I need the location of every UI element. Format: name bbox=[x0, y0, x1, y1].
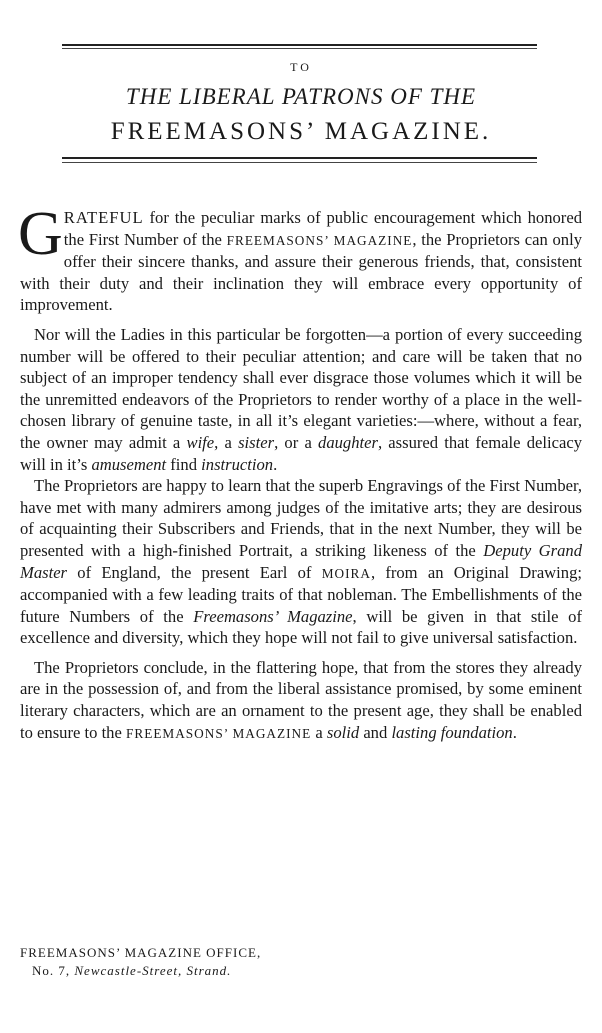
paragraph-text: , from an Original Drawing; accompanied with a few leading traits of that nobleman. The Embellishments of the future Numbers of the bbox=[20, 562, 582, 626]
paragraph-text: for the peculiar marks of public encouragement which honored the First Number of the bbox=[63, 208, 582, 249]
paragraph-text: find bbox=[166, 454, 202, 474]
italic-word: lasting foundation bbox=[391, 722, 513, 742]
paragraph-text: . bbox=[273, 454, 278, 474]
paragraph-text: The Proprietors are happy to learn that the superb Engravings of the First Number, have met with many admirers among judges of the imitative arts; they are desirous of acquainting their Subscribers and Friends, that in the next Number, they will be presented with a high-finished Portrait, a striking likeness of the bbox=[20, 476, 582, 560]
italic-title: Deputy Grand Master bbox=[20, 540, 582, 582]
dedication-line: THE LIBERAL PATRONS OF THE bbox=[125, 84, 477, 109]
office-name: FREEMASONS’ MAGAZINE OFFICE, bbox=[20, 945, 262, 960]
dedication-to: TO bbox=[290, 60, 312, 74]
opening-word: RATEFUL bbox=[63, 208, 144, 227]
paragraph-3 bbox=[20, 475, 582, 649]
paragraph-text: The Proprietors conclude, in the flattering hope, that from the stores they already are in the possession of, and from the liberal assistance promised, by some eminent literary characters, which are an ornament to the present age, they shall be enabled to ensure to the bbox=[20, 657, 582, 742]
paragraph-2 bbox=[20, 324, 582, 475]
title-rule-thin bbox=[62, 162, 537, 163]
magazine-name: FREEMASONS’ MAGAZINE bbox=[226, 232, 413, 248]
top-rule-thin bbox=[62, 48, 537, 49]
paragraph-text: , the Proprietors can only offer their sincere thanks, and assure their generous friends, that, consistent with their duty and their inclination they will embrace every opportunity of improvement. bbox=[20, 229, 582, 315]
italic-word: daughter bbox=[318, 432, 378, 452]
street-name: Newcastle-Street, Strand. bbox=[74, 963, 232, 978]
title-rule bbox=[62, 157, 537, 159]
italic-word: instruction bbox=[201, 454, 274, 474]
paragraph-text: , or a bbox=[274, 432, 319, 452]
small-caps-name: MOIRA bbox=[321, 565, 371, 581]
street-number: No. 7, bbox=[32, 963, 75, 978]
address-body bbox=[18, 200, 582, 744]
italic-word: sister bbox=[238, 432, 275, 452]
office-street bbox=[20, 962, 580, 980]
italic-word: amusement bbox=[91, 454, 167, 474]
office-address bbox=[20, 944, 580, 980]
paragraph-text: , will be given in that stile of excellence and diversity, which they hope will not fail to give universal satisfaction. bbox=[20, 606, 582, 648]
italic-word: wife bbox=[186, 432, 215, 452]
paragraph-text: , assured that female delicacy will in it’s bbox=[20, 432, 582, 474]
paragraph-4 bbox=[20, 657, 582, 744]
paragraph-1 bbox=[18, 200, 582, 316]
top-rule bbox=[62, 44, 537, 46]
paragraph-text: a bbox=[311, 722, 327, 742]
italic-title: Freemasons’ Magazine bbox=[193, 606, 353, 626]
paragraph-text: of England, the present Earl of bbox=[67, 562, 322, 582]
paragraph-text: , a bbox=[214, 432, 239, 452]
paragraph-text: . bbox=[512, 722, 517, 742]
magazine-name: FREEMASONS’ MAGAZINE bbox=[126, 725, 312, 741]
paragraph-text: and bbox=[359, 722, 392, 742]
magazine-title: FREEMASONS’ MAGAZINE. bbox=[110, 118, 492, 145]
paragraph-text: Nor will the Ladies in this particular be forgotten—a portion of every succeeding number will be offered to their peculiar attention; and care will be taken that no subject of an improper tendency shall ever disgrace those volumes which it will be the unremitted endeavors of the Proprietors to render worthy of a place in the well-chosen library of genuine taste, in all it’s elegant varieties:—where, without a fear, the owner may admit a bbox=[20, 324, 582, 452]
italic-word: solid bbox=[326, 722, 360, 742]
drop-cap: G bbox=[18, 200, 63, 268]
